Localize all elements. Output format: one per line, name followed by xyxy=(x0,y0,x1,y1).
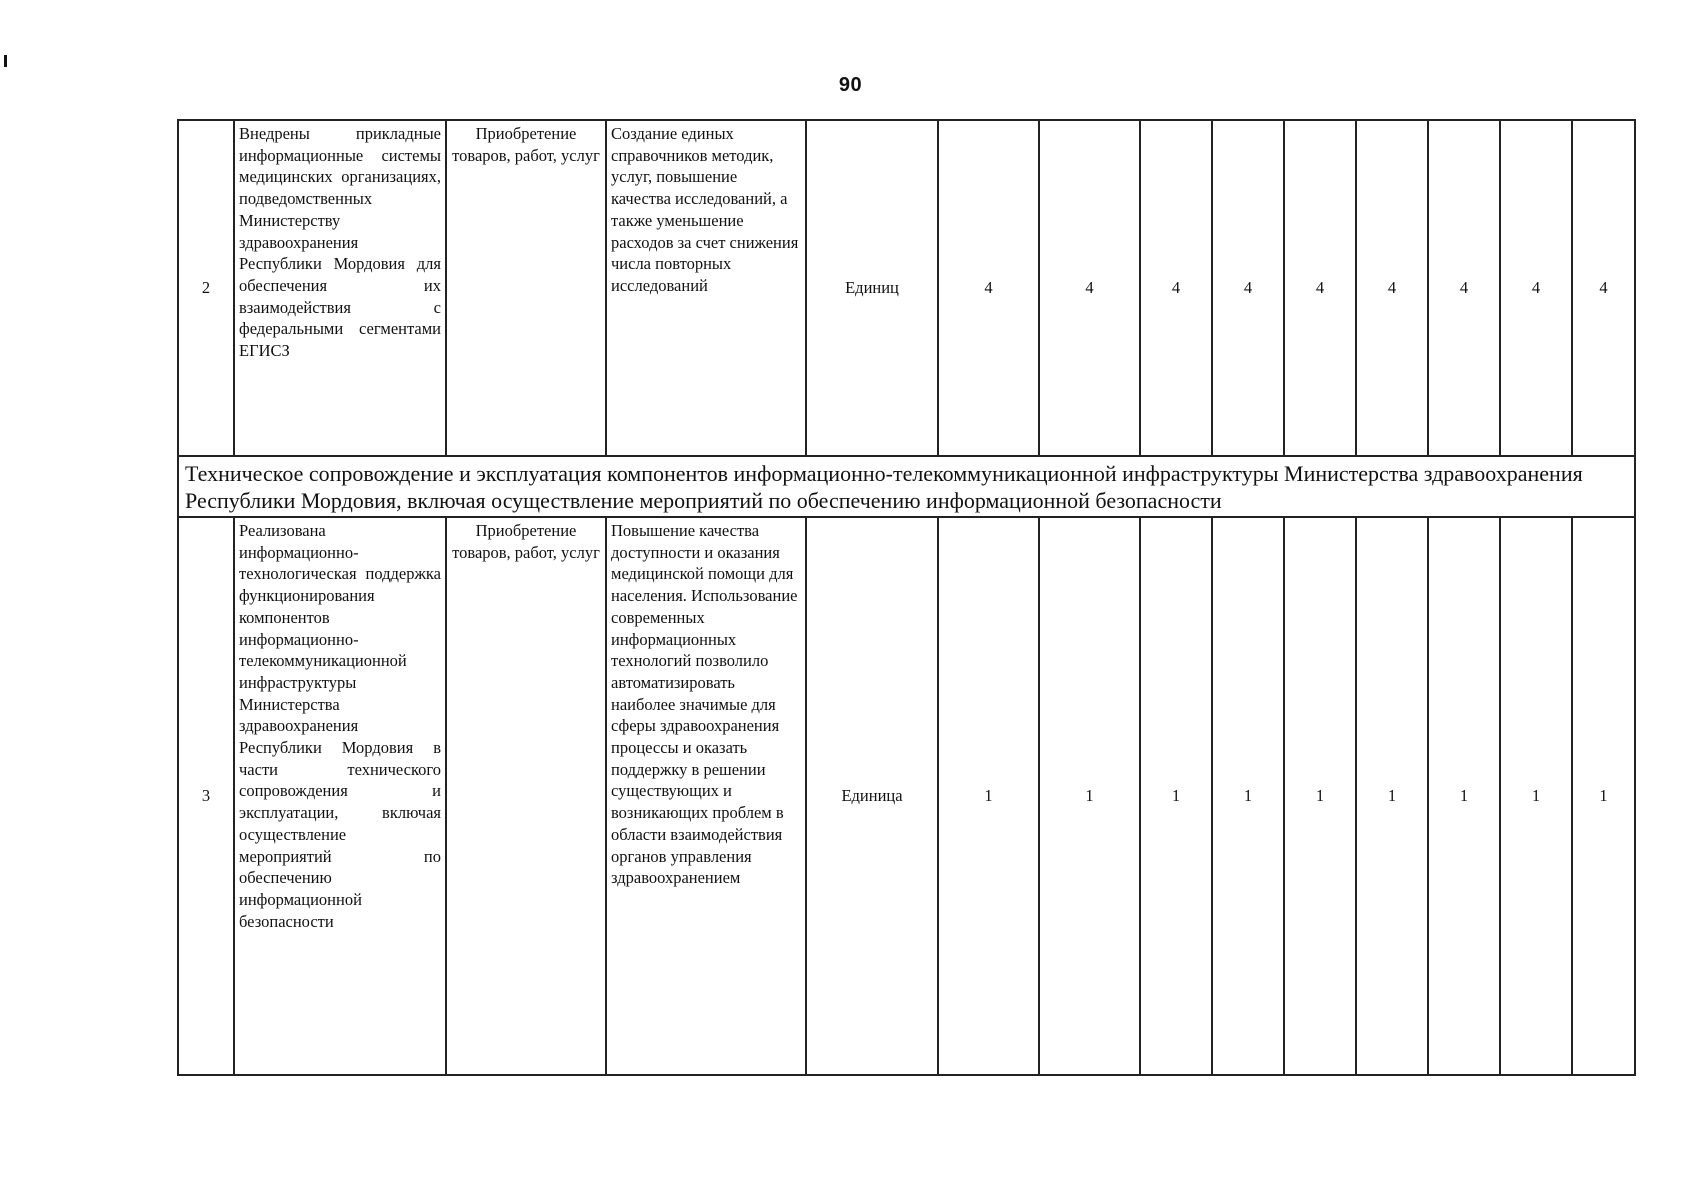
result-effect: Повышение качества доступности и оказания медицинской помощи для населения. Использование современных информационных технологий позволило автоматизировать наиболее значимые для сферы здравоохранения процессы и оказать поддержку в решении существующих и возникающих проблем в области взаимодействия органов управления здравоохранением xyxy=(606,517,806,1075)
unit-of-measure: Единиц xyxy=(806,120,938,456)
value-cell: 4 xyxy=(1284,120,1356,456)
value-cell: 4 xyxy=(1140,120,1212,456)
value-cell: 4 xyxy=(938,120,1039,456)
result-type: Приобретение товаров, работ, услуг xyxy=(446,120,606,456)
value-cell: 4 xyxy=(1356,120,1428,456)
section-header-row xyxy=(178,456,1635,517)
value-cell: 4 xyxy=(1572,120,1635,456)
value-cell: 1 xyxy=(1039,517,1140,1075)
value-cell: 1 xyxy=(1572,517,1635,1075)
value-cell: 1 xyxy=(1500,517,1572,1075)
table-row xyxy=(178,120,1635,456)
row-number: 2 xyxy=(178,120,234,456)
page-number: 90 xyxy=(838,74,863,96)
value-cell: 1 xyxy=(1140,517,1212,1075)
value-cell: 4 xyxy=(1212,120,1284,456)
scan-mark xyxy=(4,55,7,67)
section-title: Техническое сопровождение и эксплуатация компонентов информационно-телекоммуникационной инфраструктуры Министерства здравоохранения Республики Мордовия, включая осуществление мероприятий по обеспечению информационной безопасности xyxy=(178,456,1635,517)
value-cell: 4 xyxy=(1500,120,1572,456)
value-cell: 1 xyxy=(1356,517,1428,1075)
row-number: 3 xyxy=(178,517,234,1075)
table-row xyxy=(178,517,1635,1075)
value-cell: 4 xyxy=(1039,120,1140,456)
value-cell: 4 xyxy=(1428,120,1500,456)
value-cell: 1 xyxy=(1284,517,1356,1075)
measures-table xyxy=(177,119,1636,1076)
value-cell: 1 xyxy=(1428,517,1500,1075)
value-cell: 1 xyxy=(1212,517,1284,1075)
unit-of-measure: Единица xyxy=(806,517,938,1075)
result-effect: Создание единых справочников методик, услуг, повышение качества исследований, а также уменьшение расходов за счет снижения числа повторных исследований xyxy=(606,120,806,456)
value-cell: 1 xyxy=(938,517,1039,1075)
result-type: Приобретение товаров, работ, услуг xyxy=(446,517,606,1075)
result-name: Реализована информационно-технологическая поддержка функционирования компонентов информационно-телекоммуникационной инфраструктуры Министерства здравоохранения Республики Мордовия в части технического сопровождения и эксплуатации, включая осуществление мероприятий по обеспечению информационной безопасности xyxy=(234,517,446,1075)
result-name: Внедрены прикладные информационные системы медицинских организациях, подведомственных Министерству здравоохранения Республики Мордовия для обеспечения их взаимодействия с федеральными сегментами ЕГИСЗ xyxy=(234,120,446,456)
